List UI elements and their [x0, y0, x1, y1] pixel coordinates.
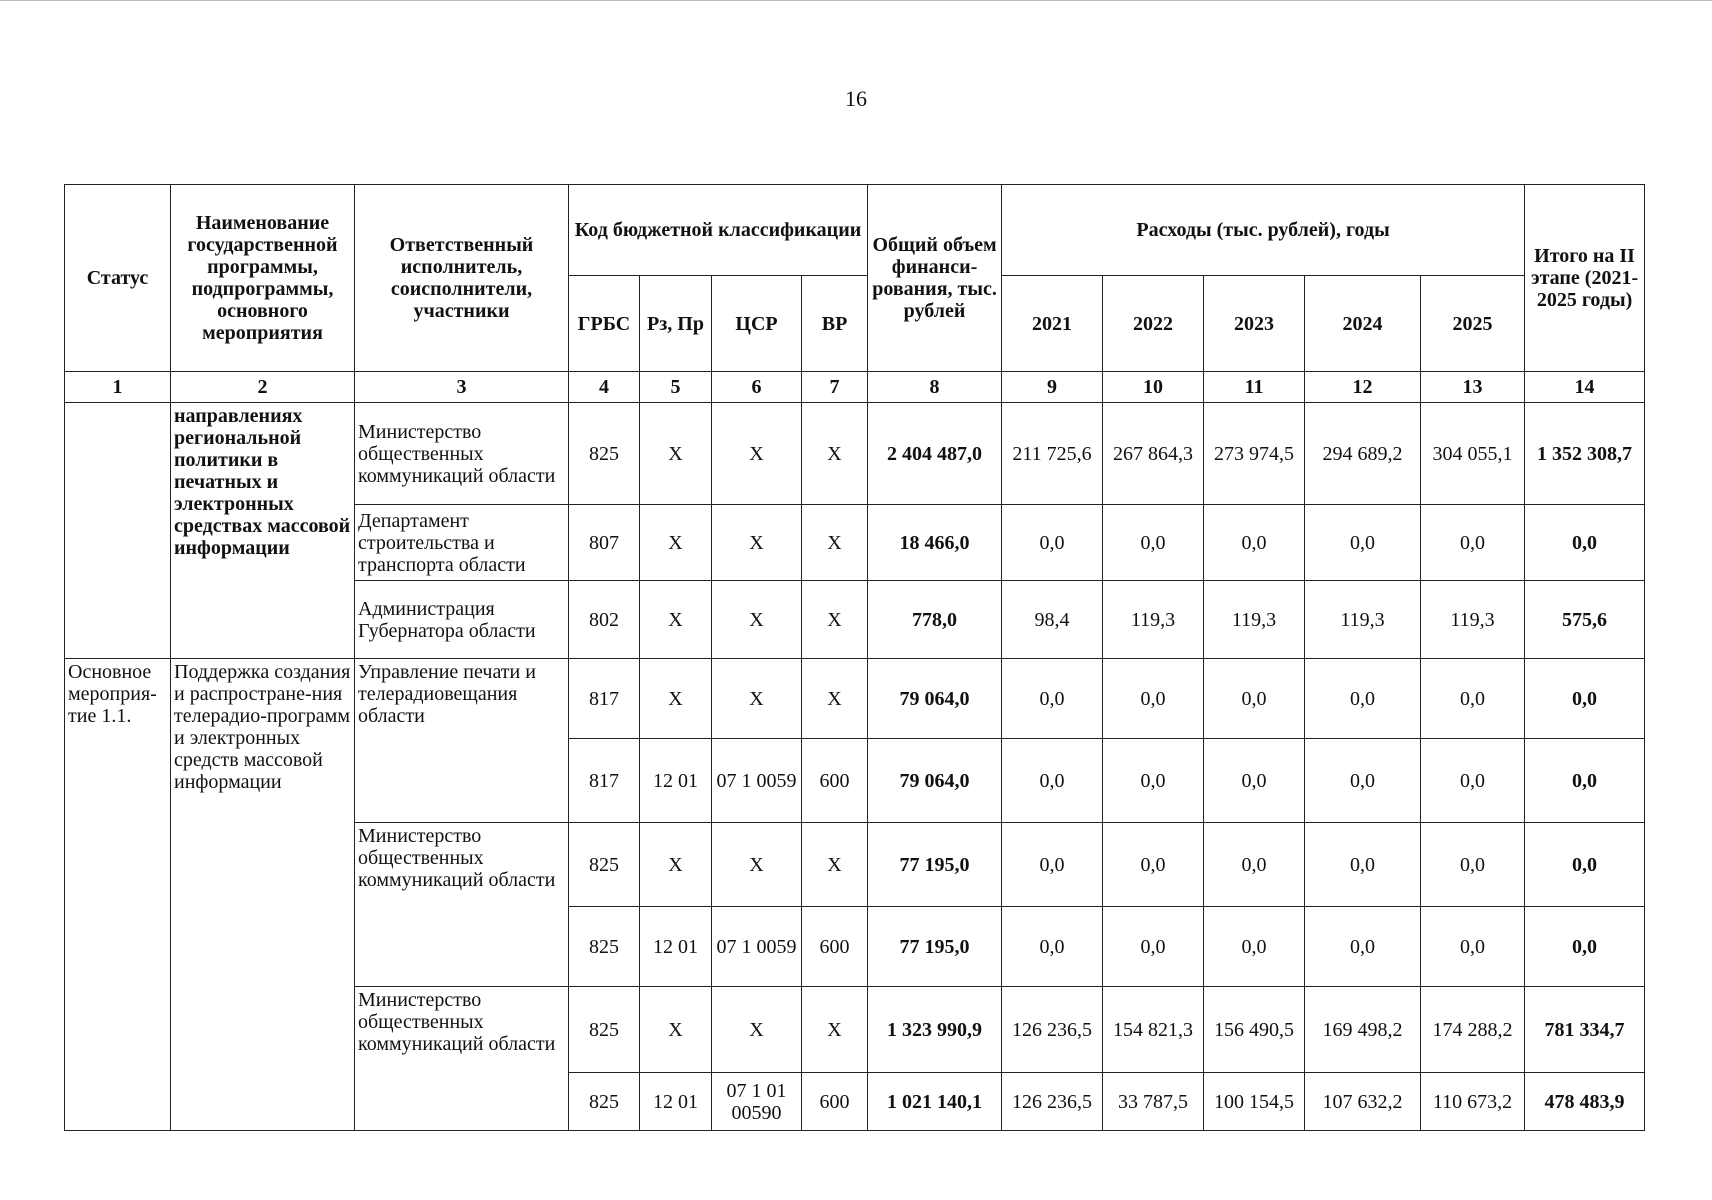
col-number: 2	[171, 372, 355, 403]
col-number: 10	[1103, 372, 1204, 403]
header-grbs: ГРБС	[569, 276, 640, 372]
header-stage-total: Итого на II этапе (2021-2025 годы)	[1525, 185, 1645, 372]
year-cell: 0,0	[1305, 823, 1421, 907]
year-cell: 294 689,2	[1305, 403, 1421, 505]
rz-cell: X	[640, 505, 712, 581]
year-cell: 119,3	[1421, 581, 1525, 659]
stage-total-cell: 575,6	[1525, 581, 1645, 659]
col-number: 1	[65, 372, 171, 403]
grbs-cell: 825	[569, 823, 640, 907]
year-cell: 0,0	[1204, 505, 1305, 581]
year-cell: 0,0	[1305, 659, 1421, 739]
executor-cell: Управление печати и телерадиовещания области	[355, 659, 569, 823]
year-cell: 0,0	[1103, 505, 1204, 581]
rz-cell: X	[640, 659, 712, 739]
year-cell: 174 288,2	[1421, 987, 1525, 1073]
program-cell: Поддержка создания и распростране-ния телерадио-программ и электронных средств массовой информации	[171, 659, 355, 1131]
col-number: 9	[1002, 372, 1103, 403]
year-cell: 0,0	[1103, 739, 1204, 823]
col-number: 13	[1421, 372, 1525, 403]
csr-cell: X	[712, 505, 802, 581]
total-cell: 1 021 140,1	[868, 1073, 1002, 1131]
vr-cell: 600	[802, 907, 868, 987]
stage-total-cell: 0,0	[1525, 505, 1645, 581]
grbs-cell: 825	[569, 403, 640, 505]
total-cell: 1 323 990,9	[868, 987, 1002, 1073]
year-cell: 0,0	[1002, 739, 1103, 823]
year-cell: 0,0	[1305, 505, 1421, 581]
year-cell: 156 490,5	[1204, 987, 1305, 1073]
table-row	[65, 659, 1645, 739]
col-number: 11	[1204, 372, 1305, 403]
col-number: 3	[355, 372, 569, 403]
year-cell: 0,0	[1204, 739, 1305, 823]
table-row	[65, 403, 1645, 505]
grbs-cell: 807	[569, 505, 640, 581]
year-cell: 0,0	[1103, 823, 1204, 907]
stage-total-cell: 0,0	[1525, 659, 1645, 739]
stage-total-cell: 1 352 308,7	[1525, 403, 1645, 505]
executor-cell: Министерство общественных коммуникаций области	[355, 987, 569, 1131]
grbs-cell: 825	[569, 1073, 640, 1131]
header-year: 2021	[1002, 276, 1103, 372]
status-cell	[65, 403, 171, 659]
rz-cell: X	[640, 987, 712, 1073]
stage-total-cell: 478 483,9	[1525, 1073, 1645, 1131]
header-csr: ЦСР	[712, 276, 802, 372]
year-cell: 267 864,3	[1103, 403, 1204, 505]
header-expenses: Расходы (тыс. рублей), годы	[1002, 185, 1525, 276]
csr-cell: X	[712, 581, 802, 659]
rz-cell: 12 01	[640, 1073, 712, 1131]
rz-cell: 12 01	[640, 907, 712, 987]
year-cell: 0,0	[1002, 659, 1103, 739]
rz-cell: X	[640, 823, 712, 907]
executor-cell: Министерство общественных коммуникаций области	[355, 403, 569, 505]
col-number: 4	[569, 372, 640, 403]
vr-cell: X	[802, 505, 868, 581]
year-cell: 0,0	[1305, 739, 1421, 823]
year-cell: 33 787,5	[1103, 1073, 1204, 1131]
year-cell: 0,0	[1421, 659, 1525, 739]
year-cell: 273 974,5	[1204, 403, 1305, 505]
budget-table	[64, 184, 1645, 1131]
year-cell: 0,0	[1421, 907, 1525, 987]
header-executor: Ответственный исполнитель, соисполнители, участники	[355, 185, 569, 372]
header-total: Общий объем финанси-рования, тыс. рублей	[868, 185, 1002, 372]
header-program: Наименование государственной программы, подпрограммы, основного мероприятия	[171, 185, 355, 372]
rz-cell: 12 01	[640, 739, 712, 823]
vr-cell: X	[802, 823, 868, 907]
col-number: 7	[802, 372, 868, 403]
grbs-cell: 817	[569, 739, 640, 823]
year-cell: 0,0	[1204, 659, 1305, 739]
year-cell: 0,0	[1002, 907, 1103, 987]
total-cell: 77 195,0	[868, 823, 1002, 907]
col-number: 6	[712, 372, 802, 403]
header-status: Статус	[65, 185, 171, 372]
scan-top-edge	[0, 0, 1712, 3]
grbs-cell: 802	[569, 581, 640, 659]
year-cell: 304 055,1	[1421, 403, 1525, 505]
rz-cell: X	[640, 581, 712, 659]
col-number: 5	[640, 372, 712, 403]
header-year: 2023	[1204, 276, 1305, 372]
year-cell: 0,0	[1421, 739, 1525, 823]
vr-cell: 600	[802, 739, 868, 823]
vr-cell: X	[802, 987, 868, 1073]
total-cell: 778,0	[868, 581, 1002, 659]
grbs-cell: 817	[569, 659, 640, 739]
total-cell: 79 064,0	[868, 739, 1002, 823]
header-rz: Рз, Пр	[640, 276, 712, 372]
header-year: 2025	[1421, 276, 1525, 372]
csr-cell: 07 1 01 00590	[712, 1073, 802, 1131]
year-cell: 0,0	[1421, 823, 1525, 907]
col-number: 8	[868, 372, 1002, 403]
rz-cell: X	[640, 403, 712, 505]
year-cell: 119,3	[1305, 581, 1421, 659]
year-cell: 0,0	[1002, 823, 1103, 907]
total-cell: 18 466,0	[868, 505, 1002, 581]
stage-total-cell: 0,0	[1525, 907, 1645, 987]
year-cell: 110 673,2	[1421, 1073, 1525, 1131]
year-cell: 0,0	[1204, 823, 1305, 907]
csr-cell: X	[712, 987, 802, 1073]
header-budget-code: Код бюджетной классификации	[569, 185, 868, 276]
year-cell: 0,0	[1103, 659, 1204, 739]
grbs-cell: 825	[569, 907, 640, 987]
csr-cell: X	[712, 823, 802, 907]
year-cell: 126 236,5	[1002, 1073, 1103, 1131]
csr-cell: X	[712, 403, 802, 505]
year-cell: 100 154,5	[1204, 1073, 1305, 1131]
total-cell: 77 195,0	[868, 907, 1002, 987]
year-cell: 0,0	[1103, 907, 1204, 987]
year-cell: 0,0	[1204, 907, 1305, 987]
status-cell: Основное мероприя-тие 1.1.	[65, 659, 171, 1131]
year-cell: 211 725,6	[1002, 403, 1103, 505]
year-cell: 98,4	[1002, 581, 1103, 659]
page-number: 16	[845, 86, 867, 111]
program-cell: направлениях региональной политики в печатных и электронных средствах массовой информации	[171, 403, 355, 659]
executor-cell: Департамент строительства и транспорта области	[355, 505, 569, 581]
year-cell: 119,3	[1204, 581, 1305, 659]
stage-total-cell: 0,0	[1525, 739, 1645, 823]
stage-total-cell: 0,0	[1525, 823, 1645, 907]
vr-cell: X	[802, 403, 868, 505]
year-cell: 0,0	[1002, 505, 1103, 581]
year-cell: 169 498,2	[1305, 987, 1421, 1073]
csr-cell: X	[712, 659, 802, 739]
year-cell: 0,0	[1421, 505, 1525, 581]
executor-cell: Администрация Губернатора области	[355, 581, 569, 659]
total-cell: 2 404 487,0	[868, 403, 1002, 505]
grbs-cell: 825	[569, 987, 640, 1073]
year-cell: 0,0	[1305, 907, 1421, 987]
col-number: 14	[1525, 372, 1645, 403]
vr-cell: 600	[802, 1073, 868, 1131]
executor-cell: Министерство общественных коммуникаций области	[355, 823, 569, 987]
year-cell: 154 821,3	[1103, 987, 1204, 1073]
col-number: 12	[1305, 372, 1421, 403]
year-cell: 107 632,2	[1305, 1073, 1421, 1131]
vr-cell: X	[802, 581, 868, 659]
vr-cell: X	[802, 659, 868, 739]
year-cell: 126 236,5	[1002, 987, 1103, 1073]
csr-cell: 07 1 0059	[712, 907, 802, 987]
stage-total-cell: 781 334,7	[1525, 987, 1645, 1073]
csr-cell: 07 1 0059	[712, 739, 802, 823]
total-cell: 79 064,0	[868, 659, 1002, 739]
year-cell: 119,3	[1103, 581, 1204, 659]
header-year: 2024	[1305, 276, 1421, 372]
header-year: 2022	[1103, 276, 1204, 372]
header-vr: ВР	[802, 276, 868, 372]
